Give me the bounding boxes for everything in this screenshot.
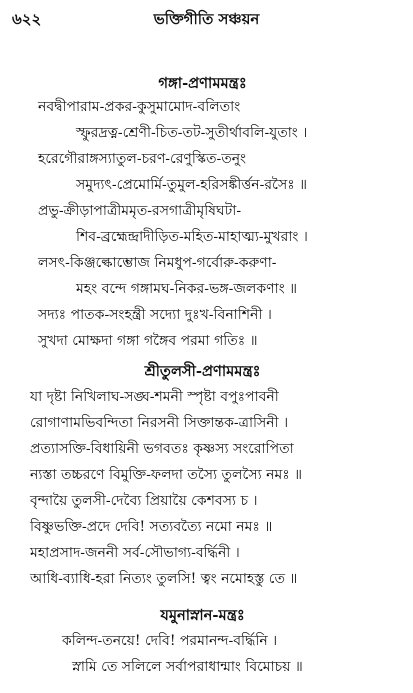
verse-line: প্রভু-ক্রীড়াপাত্রীমমৃত-রসগাত্রীমৃষিঘটা- [38,203,242,219]
verse-line: সদ্যঃ পাতক-সংহন্ত্রী সদ্যো দুঃখ-বিনাশিনী । [38,307,272,323]
page-header [0,8,413,32]
verse-line: মহাপ্রসাদ-জননী সর্ব-সৌভাগ্য-বর্দ্ধিনী । [30,545,240,561]
verse-line: স্নামি তে সলিলে সর্বাপরাধান্মাং বিমোচয় ॥ [72,659,303,675]
verse-line: হরেগৌরাঙ্গস্যাতুল-চরণ-রেণুস্কিত-তনুং [38,151,247,167]
verse-line: মহং বন্দে গঙ্গামঘ-নিকর-ভঙ্গ-জলকণাং ॥ [76,281,298,297]
running-title: ভক্তিগীতি সঞ্চয়ন [153,10,260,28]
verse-line: সমুদ্যৎ-প্রেমোর্মি-তুমুল-হরিসঙ্কীর্ত্তন-রসৈঃ ॥ [76,177,308,193]
verse-line: রোগাণামভিবন্দিতা নিরসনী সিক্তান্তক-ত্রাসিনী । [30,415,289,431]
verse-line: সুখদা মোক্ষদা গঙ্গা গঙ্গৈব পরমা গতিঃ ॥ [38,333,258,349]
verse-line: নবদ্বীপারাম-প্রকর-কুসুমামোদ-বলিতাং [38,99,241,115]
verse-line: আধি-ব্যাধি-হরা নিত্যং তুলসি! ত্বং নমোহস্তু তে ॥ [30,571,298,587]
verse-line: শিব-ব্রহ্মেন্দ্রাদীড়িত-মহিত-মাহাত্ম্য-মুখরাং । [76,229,308,245]
verse-line: বিষ্ণুভক্তি-প্রদে দেবি! সত্যবত্যৈ নমো নমঃ ॥ [30,519,273,535]
section-heading: গঙ্গা-প্রণামমন্ত্রঃ [158,74,247,92]
page-number: ৬২২ [12,10,42,28]
verse-line: লসৎ-কিঞ্জল্কোম্ভোজ নিমধুপ-গর্বোরু-করুণা- [38,255,277,271]
section-heading: যমুনাস্নান-মন্ত্রঃ [160,606,245,624]
verse-line: কলিন্দ-তনয়ে! দেবি! পরমানন্দ-বর্দ্ধিনি । [62,633,278,649]
section-heading: শ্রীতুলসী-প্রণামমন্ত্রঃ [144,362,261,380]
verse-line: স্ফুরদ্রত্ন-শ্রেণী-চিত-তট-সুতীর্থাবলি-যুতাং । [76,125,308,141]
verse-line: প্রত্যাসক্তি-বিধায়িনী ভগবতঃ কৃষ্ণস্য সংরোপিতা [30,441,294,457]
verse-line: বৃন্দায়ৈ তুলসী-দেব্যৈ প্রিয়ায়ৈ কেশবস্য চ । [30,493,258,509]
verse-line: ন্যস্তা তচ্চরণে বিমুক্তি-ফলদা তস্যৈ তুলস্যৈ নমঃ ॥ [30,467,303,483]
verse-line: যা দৃষ্টা নিখিলাঘ-সঙ্ঘ-শমনী স্পৃষ্টা বপুঃপাবনী [30,389,279,405]
